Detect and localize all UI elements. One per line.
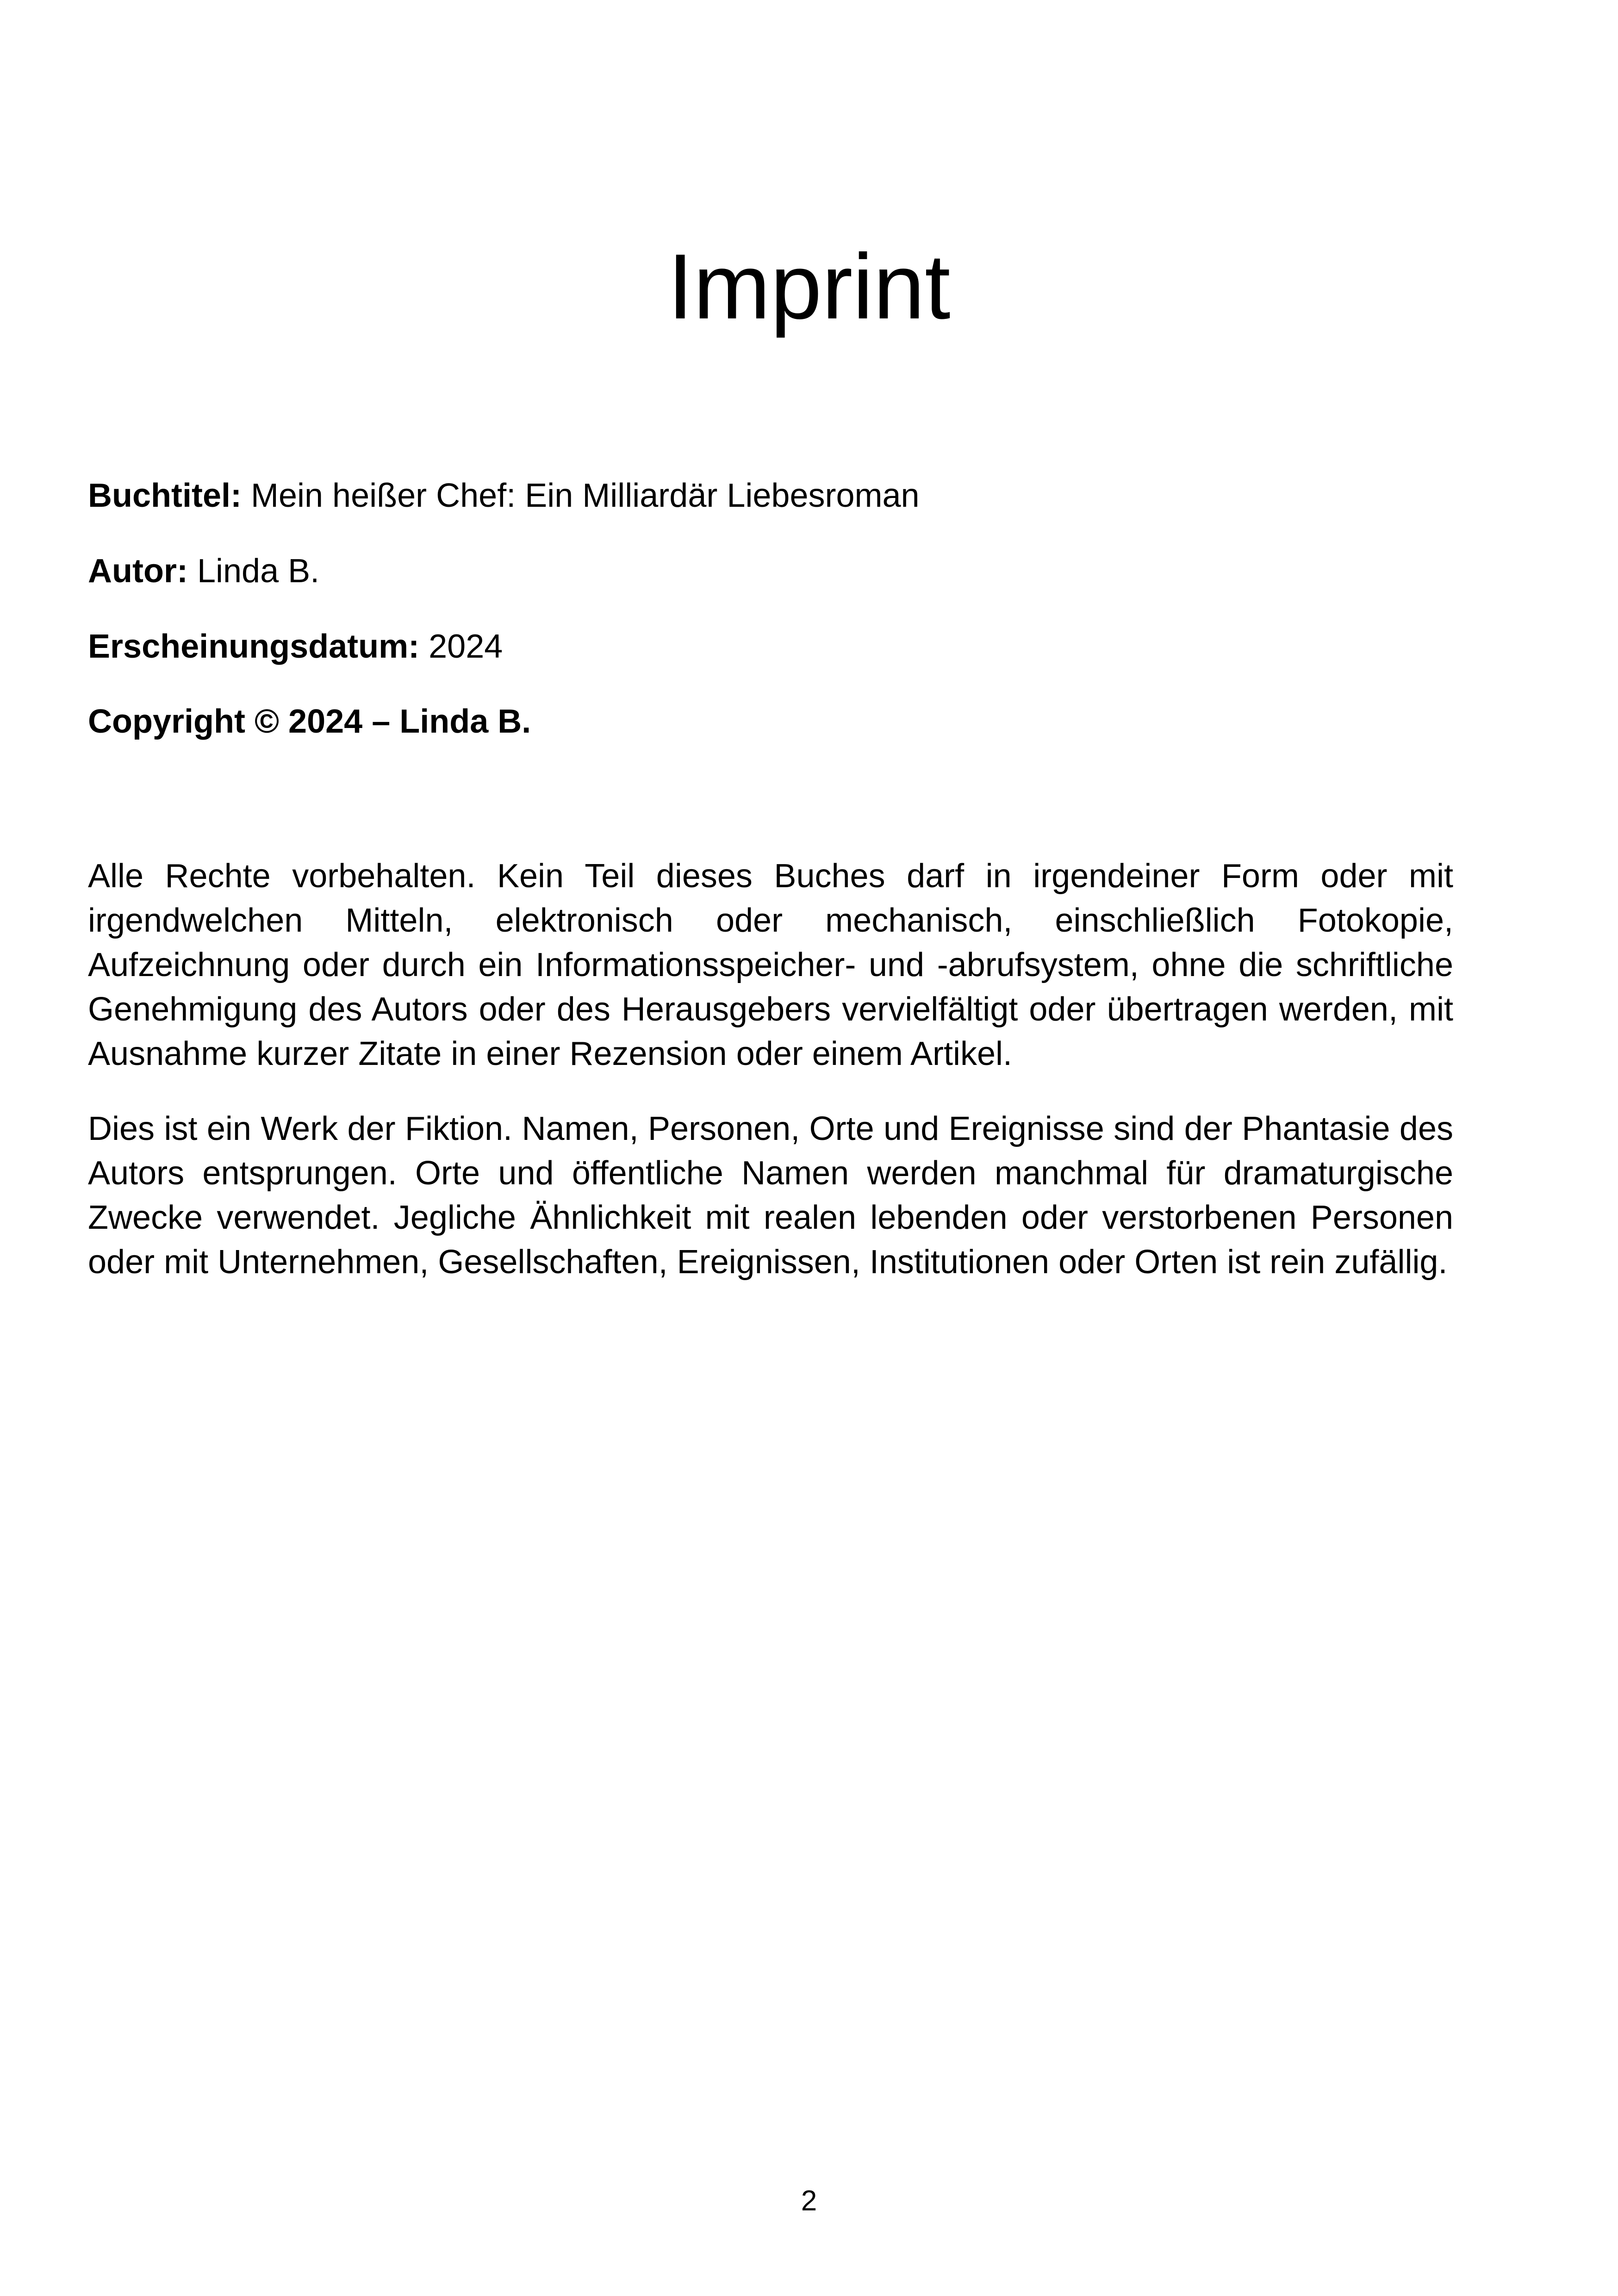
release-date-line	[88, 628, 1453, 666]
author-label: Autor:	[88, 552, 188, 590]
author-value: Linda B.	[187, 552, 320, 590]
book-title-value: Mein heißer Chef: Ein Milliardär Liebesroman	[241, 477, 920, 514]
page-number: 2	[801, 2185, 817, 2217]
release-date-label: Erscheinungsdatum:	[88, 628, 420, 665]
page-title: Imprint	[667, 235, 951, 338]
copyright-line: Copyright © 2024 – Linda B.	[88, 703, 531, 740]
rights-reserved-paragraph: Alle Rechte vorbehalten. Kein Teil dieses Buches darf in irgendeiner Form oder mit irgendwelchen Mitteln, elektronisch oder mechanisch, einschließlich Fotokopie, Aufzeichnung oder durch ein Informationsspeicher- und -abrufsystem, ohne die schriftliche Genehmigung des Autors oder des Herausgebers vervielfältigt oder übertragen werden, mit Ausnahme kurzer Zitate in einer Rezension oder einem Artikel.	[88, 858, 1453, 1072]
legal-notice	[88, 854, 1453, 1315]
book-title-label: Buchtitel:	[88, 477, 242, 514]
book-title-line	[88, 477, 1453, 515]
release-date-value: 2024	[419, 628, 503, 665]
author-line	[88, 552, 1453, 591]
fiction-disclaimer-paragraph: Dies ist ein Werk der Fiktion. Namen, Personen, Orte und Ereignisse sind der Phantasie des Autors entsprungen. Orte und öffentliche Namen werden manchmal für dramaturgische Zwecke verwendet. Jegliche Ähnlichkeit mit realen lebenden oder verstorbenen Personen oder mit Unternehmen, Gesellschaften, Ereignissen, Institutionen oder Orten ist rein zufällig.	[88, 1110, 1453, 1281]
imprint-metadata	[88, 477, 1453, 778]
